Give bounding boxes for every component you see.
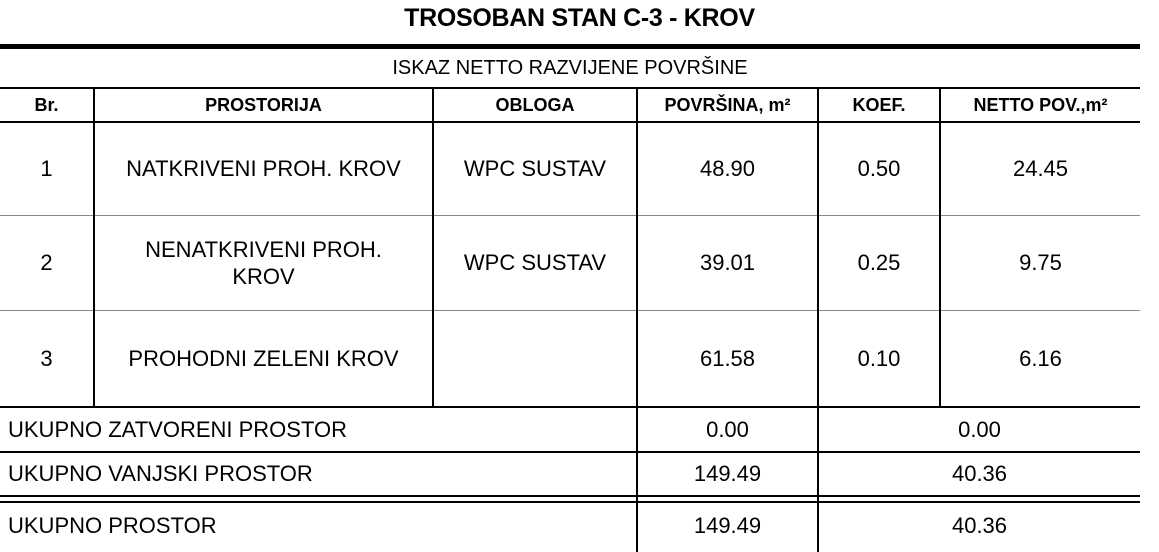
cell-room: PROHODNI ZELENI KROV [128,345,399,371]
cell-area: 48.90 [699,156,756,182]
col-header-net: NETTO POV.,m² [973,94,1108,115]
col-header-finish: OBLOGA [495,94,575,115]
cell-coef: 0.10 [857,345,901,371]
cell-finish [434,311,636,406]
cell-room: NENATKRIVENI PROH. KROV [145,236,382,289]
total-label: UKUPNO VANJSKI PROSTOR [8,461,313,487]
cell-area: 39.01 [699,250,756,276]
total-net: 40.36 [951,513,1008,539]
cell-no: 1 [40,156,53,182]
table-subtitle: ISKAZ NETTO RAZVIJENE POVRŠINE [392,56,748,79]
cell-net: 24.45 [1012,156,1069,182]
total-net: 0.00 [958,416,1001,442]
col-header-coef: KOEF. [852,94,906,115]
col-header-room: PROSTORIJA [205,94,322,115]
total-label: UKUPNO ZATVORENI PROSTOR [8,416,348,442]
cell-area: 61.58 [699,345,756,371]
cell-net: 6.16 [1019,345,1062,371]
cell-coef: 0.50 [857,156,901,182]
cell-coef: 0.25 [857,250,901,276]
cell-no: 3 [40,345,53,371]
cell-net: 9.75 [1019,250,1062,276]
total-area: 149.49 [693,461,762,487]
cell-no: 2 [40,250,53,276]
total-area: 149.49 [693,513,762,539]
col-header-no: Br. [34,94,59,115]
cell-finish: WPC SUSTAV [463,250,607,276]
total-label: UKUPNO PROSTOR [8,513,217,539]
col-header-area: POVRŠINA, m² [664,94,791,115]
total-net: 40.36 [951,461,1008,487]
double-rule-upper [0,495,1140,497]
cell-room: NATKRIVENI PROH. KROV [126,156,401,182]
cell-finish: WPC SUSTAV [463,156,607,182]
document-title: TROSOBAN STAN C-3 - KROV [404,4,755,32]
total-area: 0.00 [706,416,749,442]
